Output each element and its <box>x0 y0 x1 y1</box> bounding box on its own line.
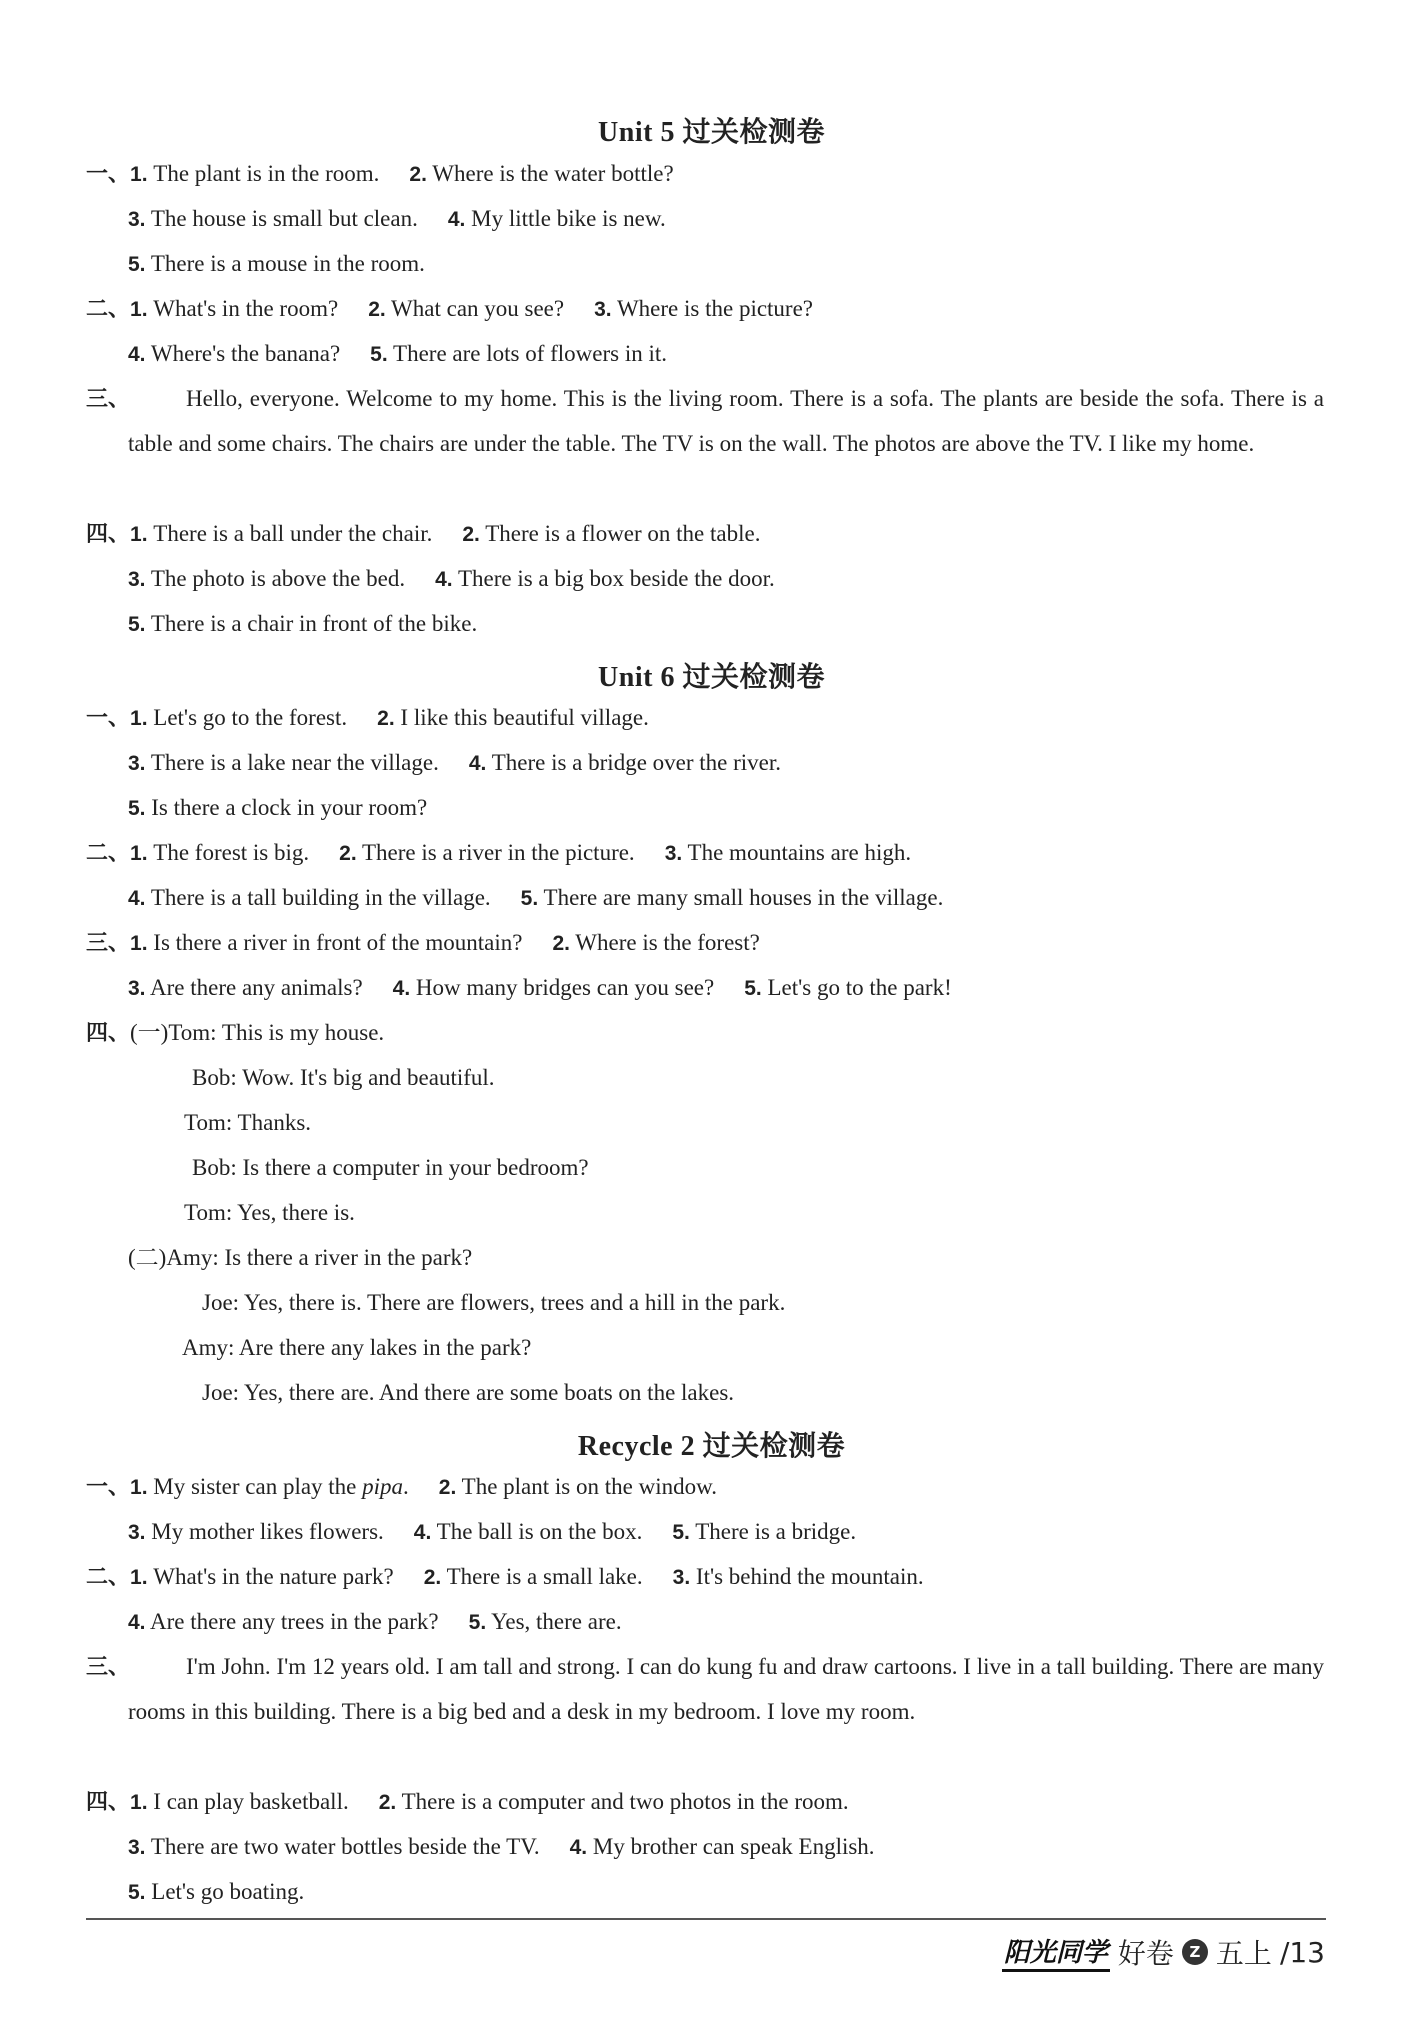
answer: The forest is big. <box>153 840 310 865</box>
answer: The mountains are high. <box>687 840 912 865</box>
section-mark: 四、 <box>86 1790 131 1815</box>
section-mark: 三、 <box>86 931 131 956</box>
unit6-s4-d1-line2: Bob: Wow. It's big and beautiful. <box>192 1065 495 1090</box>
italic-word: pipa <box>362 1474 404 1499</box>
answer: There is a river in the picture. <box>362 840 635 865</box>
answer: My brother can speak English. <box>592 1834 875 1859</box>
answer: Are there any trees in the park? <box>150 1609 439 1634</box>
answer: There is a flower on the table. <box>485 521 761 546</box>
answer: Where is the water bottle? <box>432 161 674 186</box>
unit5-s3-mark: 三、 <box>86 387 131 412</box>
unit5-s4-row3: 5. There is a chair in front of the bike. <box>128 611 478 636</box>
unit6-s4-d2-line2: Joe: Yes, there is. There are flowers, trees and a hill in the park. <box>202 1290 786 1315</box>
section-mark: 二、 <box>86 297 131 322</box>
unit6-s1-row3: 5. Is there a clock in your room? <box>128 795 428 820</box>
unit5-s1-row2: 3. The house is small but clean. 4. My little bike is new. <box>128 206 666 231</box>
unit6-s4-d1-line4: Bob: Is there a computer in your bedroom? <box>192 1155 589 1180</box>
unit6-s2-row1: 二、1. The forest is big. 2. There is a river in the picture. 3. The mountains are high. <box>86 840 912 866</box>
answer: My little bike is new. <box>471 206 666 231</box>
answer: What can you see? <box>391 296 565 321</box>
unit6-s1-row2: 3. There is a lake near the village. 4. There is a bridge over the river. <box>128 750 782 775</box>
recycle2-title: Recycle 2 过关检测卷 <box>577 1431 846 1462</box>
unit6-s4-d1-line3: Tom: Thanks. <box>184 1110 312 1135</box>
answer: There is a computer and two photos in the room. <box>401 1789 849 1814</box>
answer: The house is small but clean. <box>150 206 418 231</box>
answer: The plant is in the room. <box>153 161 380 186</box>
unit6-s4-d1-line1 <box>86 1018 384 1049</box>
answer: There is a bridge over the river. <box>491 750 782 775</box>
unit5-s1-row3: 5. There is a mouse in the room. <box>128 251 425 276</box>
dialog-line: Tom: This is my house. <box>168 1020 385 1045</box>
answer: There is a big box beside the door. <box>457 566 775 591</box>
recycle2-s4-row2: 3. There are two water bottles beside the TV. 4. My brother can speak English. <box>128 1834 875 1859</box>
unit6-s4-d1-line5: Tom: Yes, there is. <box>184 1200 355 1225</box>
unit6-s4-d2-line3: Amy: Are there any lakes in the park? <box>182 1335 532 1360</box>
answer: Is there a river in front of the mountain? <box>153 930 523 955</box>
answer: My mother likes flowers. <box>151 1519 384 1544</box>
answer: The plant is on the window. <box>461 1474 717 1499</box>
unit6-s4-d2-line1 <box>128 1243 472 1273</box>
answer: Let's go to the park! <box>767 975 952 1000</box>
answer: There is a chair in front of the bike. <box>150 611 478 636</box>
section-mark: 一、 <box>86 706 131 731</box>
grade-label: 五上 <box>1215 1937 1272 1970</box>
answer: Let's go boating. <box>151 1879 305 1904</box>
recycle2-s2-row2: 4. Are there any trees in the park? 5. Yes, there are. <box>128 1609 622 1634</box>
answer: There are many small houses in the village. <box>543 885 944 910</box>
section-mark: 四、 <box>86 1021 131 1046</box>
answer: I like this beautiful village. <box>400 705 649 730</box>
answer: I can play basketball. <box>153 1789 349 1814</box>
unit6-s2-row2: 4. There is a tall building in the village. 5. There are many small houses in the village. <box>128 885 944 910</box>
section-mark: 四、 <box>86 522 131 547</box>
answer: Yes, there are. <box>491 1609 622 1634</box>
unit5-s1-row1: 一、1. The plant is in the room. 2. Where is the water bottle? <box>86 161 674 187</box>
part-mark: (一) <box>130 1020 169 1045</box>
answer: Is there a clock in your room? <box>151 795 428 820</box>
recycle2-s4-row3: 5. Let's go boating. <box>128 1879 305 1904</box>
brand-logo: 阳光同学 <box>1002 1932 1110 1972</box>
page-number: /13 <box>1279 1935 1325 1969</box>
answer: There are two water bottles beside the TV. <box>150 1834 540 1859</box>
unit5-s4-row2: 3. The photo is above the bed. 4. There is a big box beside the door. <box>128 566 775 591</box>
answer: There is a tall building in the village. <box>150 885 491 910</box>
answer: There are lots of flowers in it. <box>393 341 668 366</box>
dialog-line: Amy: Is there a river in the park? <box>166 1245 473 1270</box>
unit6-s4-d2-line4: Joe: Yes, there are. And there are some boats on the lakes. <box>202 1380 735 1405</box>
edition-badge-icon: Z <box>1182 1939 1208 1965</box>
unit5-s2-row1: 二、1. What's in the room? 2. What can you see? 3. Where is the picture? <box>86 296 814 322</box>
answer: Are there any animals? <box>150 975 363 1000</box>
recycle2-s2-row1: 二、1. What's in the nature park? 2. There is a small lake. 3. It's behind the mountain. <box>86 1564 924 1590</box>
answer: How many bridges can you see? <box>415 975 715 1000</box>
answer: What's in the nature park? <box>153 1564 394 1589</box>
footer-label: 好卷 <box>1117 1937 1174 1970</box>
unit6-s3-row1: 三、1. Is there a river in front of the mountain? 2. Where is the forest? <box>86 930 760 956</box>
answer: The ball is on the box. <box>436 1519 643 1544</box>
unit5-s2-row2: 4. Where's the banana? 5. There are lots of flowers in it. <box>128 341 668 366</box>
answer: There is a small lake. <box>446 1564 643 1589</box>
answer: It's behind the mountain. <box>695 1564 924 1589</box>
answer: Let's go to the forest. <box>153 705 348 730</box>
section-mark: 二、 <box>86 1565 131 1590</box>
answer: There is a lake near the village. <box>150 750 439 775</box>
unit5-title: Unit 5 过关检测卷 <box>598 117 825 148</box>
recycle2-s1-row2: 3. My mother likes flowers. 4. The ball is on the box. 5. There is a bridge. <box>128 1519 857 1544</box>
part-mark: (二) <box>128 1245 167 1270</box>
unit5-s3-paragraph: Hello, everyone. Welcome to my home. This is the living room. There is a sofa. The plants are beside the sofa. There is a table and some chairs. The chairs are under the table. The TV is on the wall. The photos are above the TV. I like my home. <box>128 386 1324 456</box>
answer: What's in the room? <box>153 296 339 321</box>
unit6-s3-row2: 3. Are there any animals? 4. How many bridges can you see? 5. Let's go to the park! <box>128 975 952 1000</box>
answer: There is a ball under the chair. <box>153 521 433 546</box>
answer: Where's the banana? <box>150 341 341 366</box>
unit6-title: Unit 6 过关检测卷 <box>598 662 825 693</box>
footer-divider <box>86 1918 1326 1920</box>
recycle2-s3-paragraph: I'm John. I'm 12 years old. I am tall and strong. I can do kung fu and draw cartoons. I live in a tall building. There are many rooms in this building. There is a big bed and a desk in my bedroom. I love my room. <box>128 1654 1324 1724</box>
recycle2-s1-row1: 一、1. My sister can play the pipa. 2. The plant is on the window. <box>86 1474 717 1500</box>
unit6-s1-row1: 一、1. Let's go to the forest. 2. I like this beautiful village. <box>86 705 649 731</box>
answer: Where is the picture? <box>616 296 814 321</box>
section-mark: 一、 <box>86 1475 131 1500</box>
recycle2-s3-mark: 三、 <box>86 1655 131 1680</box>
answer: There is a bridge. <box>695 1519 857 1544</box>
answer: Where is the forest? <box>575 930 760 955</box>
section-mark: 一、 <box>86 162 131 187</box>
unit5-s4-row1: 四、1. There is a ball under the chair. 2. There is a flower on the table. <box>86 521 761 547</box>
answer: There is a mouse in the room. <box>150 251 425 276</box>
page-footer <box>1002 1932 1325 1972</box>
section-mark: 二、 <box>86 841 131 866</box>
answer: The photo is above the bed. <box>150 566 406 591</box>
recycle2-s4-row1: 四、1. I can play basketball. 2. There is a computer and two photos in the room. <box>86 1789 849 1815</box>
